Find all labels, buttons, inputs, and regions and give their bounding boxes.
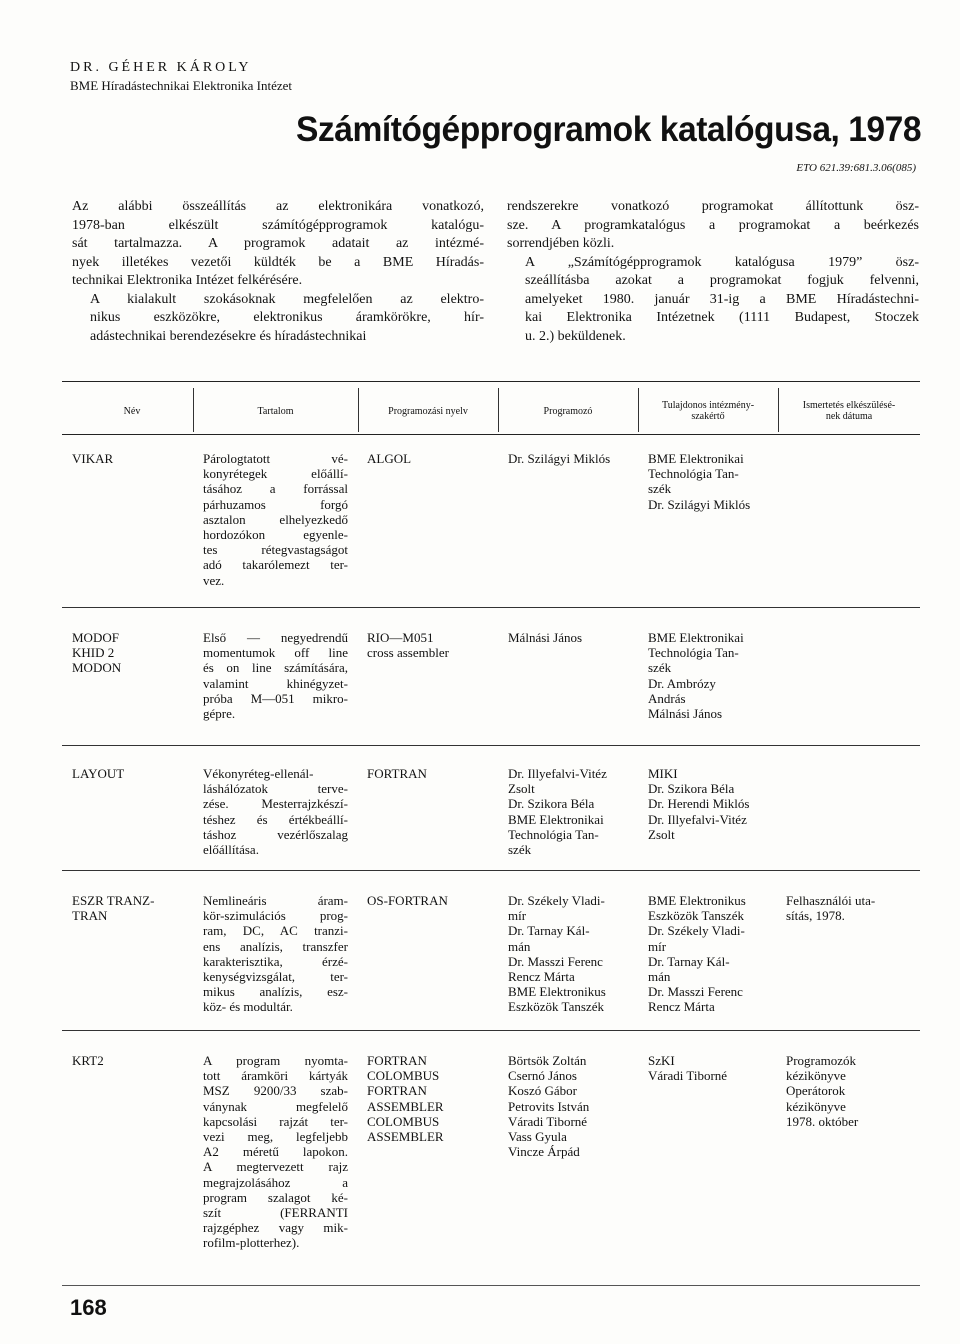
cell-line: Dr. Illyefalvi-Vitéz xyxy=(508,766,607,781)
cell-line: előállítása. xyxy=(203,842,259,858)
paragraph-line: kai Elektronika Intézetnek (1111 Budapest, Stoczek xyxy=(525,310,919,325)
cell-line: mán xyxy=(508,938,531,954)
cell-line: vezi meg, legfeljebb xyxy=(203,1129,348,1145)
cell-line: mán xyxy=(648,969,671,985)
cell-line: Dr. Herendi Miklós xyxy=(648,796,750,812)
cell-line: Dr. Székely Vladi- xyxy=(648,923,745,939)
cell-line: mír xyxy=(648,938,667,954)
table-cell-name xyxy=(72,893,182,923)
table-header-rule xyxy=(62,434,920,435)
cell-line: tásához a forrással xyxy=(203,481,348,497)
table-cell-owner xyxy=(648,766,773,842)
cell-line: Börtsök Zoltán xyxy=(508,1053,587,1068)
cell-line: Operátorok xyxy=(786,1083,846,1099)
cell-line: Zsolt xyxy=(648,826,675,842)
cell-line: A program nyomta- xyxy=(203,1053,348,1068)
cell-line: Dr. Szikora Béla xyxy=(648,781,735,797)
cell-line: BME Elektronikus xyxy=(648,893,746,908)
cell-line: gépre. xyxy=(203,706,236,722)
table-cell-lang xyxy=(367,893,487,908)
table-cell-owner xyxy=(648,1053,773,1083)
cell-line: cross assembler xyxy=(367,645,449,661)
cell-line: VIKAR xyxy=(72,451,114,466)
paragraph-line: sze. A programkatalógus a programokat a beérkezés xyxy=(507,217,919,233)
cell-line: SzKI xyxy=(648,1053,675,1068)
table-cell-name xyxy=(72,451,182,466)
cell-line: Rencz Márta xyxy=(508,969,575,985)
column-header-divider xyxy=(778,388,779,432)
cell-line: Dr. Tarnay Kál- xyxy=(508,923,590,939)
cell-line: Csernó János xyxy=(508,1068,577,1084)
paragraph-line: 1978-ban elkészült számítógépprogramok katalógu- xyxy=(72,217,484,233)
cell-line: FORTRAN xyxy=(367,766,427,781)
cell-line: hordozókon egyenle- xyxy=(203,527,348,543)
cell-line: és on line számítására, xyxy=(203,660,348,676)
cell-line: valamint khinégyzet- xyxy=(203,675,348,691)
cell-line: COLOMBUS xyxy=(367,1113,440,1129)
table-cell-desc xyxy=(203,893,348,1015)
cell-line: kézikönyve xyxy=(786,1098,846,1114)
cell-line: KHID 2 xyxy=(72,645,115,661)
column-header-divider xyxy=(193,388,194,432)
cell-line: momentumok off line xyxy=(203,645,348,661)
row-separator xyxy=(62,1030,920,1031)
column-header-divider xyxy=(358,388,359,432)
intro-paragraph-4 xyxy=(507,254,919,347)
cell-line: Zsolt xyxy=(508,781,535,797)
cell-line: A2 méretű lapokon. xyxy=(203,1144,348,1160)
paragraph-line: Az alábbi összeállítás az elektronikára vonatkozó, xyxy=(72,199,484,214)
cell-line: zése. Mesterrajzkészí- xyxy=(203,796,348,812)
column-header: Programozó xyxy=(543,405,593,417)
cell-line: FORTRAN xyxy=(367,1053,427,1068)
footer-rule xyxy=(62,1285,920,1286)
cell-line: TRAN xyxy=(72,908,108,924)
cell-line: ASSEMBLER xyxy=(367,1098,444,1114)
column-header: Ismertetés elkészülésé- nek dátuma xyxy=(802,400,896,422)
table-cell-desc xyxy=(203,451,348,588)
table-cell-owner xyxy=(648,893,773,1015)
intro-right-column xyxy=(507,198,919,346)
cell-line: BME Elektronikai xyxy=(508,811,604,827)
cell-line: A megtervezett rajz xyxy=(203,1159,348,1175)
cell-line: Eszközök Tanszék xyxy=(648,908,744,924)
cell-line: megrajzolásához a xyxy=(203,1174,348,1190)
cell-line: Párologtatott vé- xyxy=(203,451,348,466)
cell-line: MSZ 9200/33 szab- xyxy=(203,1083,348,1099)
cell-line: 1978. október xyxy=(786,1113,859,1129)
cell-line: ALGOL xyxy=(367,451,412,466)
cell-line: szék xyxy=(648,481,672,497)
cell-line: Málnási János xyxy=(508,630,583,645)
cell-line: Dr. Szilágyi Miklós xyxy=(508,451,611,466)
paragraph-line: technikai Elektronika Intézet felkérésére. xyxy=(72,273,303,288)
cell-line: Dr. Illyefalvi-Vitéz xyxy=(648,811,747,827)
table-cell-lang xyxy=(367,766,487,781)
intro-paragraph-2 xyxy=(72,291,484,347)
cell-line: rofilm-plotterhez). xyxy=(203,1235,300,1251)
cell-line: András xyxy=(648,690,686,706)
cell-line: kenységvizsgálat, ter- xyxy=(203,969,348,985)
paragraph-line: rendszerekre vonatkozó programokat állítottunk ösz- xyxy=(507,199,919,214)
cell-line: tes rétegvastagságot xyxy=(203,542,348,558)
cell-line: köz- és modultár. xyxy=(203,999,293,1015)
cell-line: téshez és értékbeállí- xyxy=(203,811,348,827)
cell-line: karakterisztika, érzé- xyxy=(203,953,348,969)
cell-line: BME Elektronikus xyxy=(508,984,606,1000)
cell-line: COLOMBUS xyxy=(367,1068,440,1084)
cell-line: Vincze Árpád xyxy=(508,1144,580,1160)
table-cell-desc xyxy=(203,766,348,857)
cell-line: ványnak megfelelő xyxy=(203,1098,348,1114)
author-name: DR. GÉHER KÁROLY xyxy=(70,60,252,75)
intro-paragraph-3 xyxy=(507,198,919,254)
table-cell-prog xyxy=(508,1053,633,1159)
cell-line: Dr. Masszi Ferenc xyxy=(508,953,603,969)
cell-line: BME Elektronikai xyxy=(648,451,744,466)
cell-line: OS-FORTRAN xyxy=(367,893,448,908)
cell-line: kör-szimulációs prog- xyxy=(203,908,348,924)
column-header: Név xyxy=(123,405,141,417)
cell-line: Vékonyréteg-ellenál- xyxy=(203,766,314,781)
table-cell-desc xyxy=(203,630,348,721)
cell-line: Dr. Szikora Béla xyxy=(508,796,595,812)
paragraph-line: sát tartalmazza. A programok adatait az intézmé- xyxy=(72,236,484,251)
cell-line: ASSEMBLER xyxy=(367,1129,444,1145)
cell-line: kézikönyve xyxy=(786,1068,846,1084)
cell-line: Nemlineáris áram- xyxy=(203,893,348,908)
table-cell-name xyxy=(72,1053,182,1068)
page-title: Számítógépprogramok katalógusa, 1978 xyxy=(296,110,922,149)
table-cell-owner xyxy=(648,630,773,721)
paragraph-line: amelyeket 1980. január 31-ig a BME Híradástechni- xyxy=(525,291,919,307)
intro-paragraph-1 xyxy=(72,198,484,291)
cell-line: LAYOUT xyxy=(72,766,125,781)
cell-line: szék xyxy=(508,842,532,858)
row-separator xyxy=(62,870,920,871)
paragraph-line: adástechnikai berendezésekre és híradástechnikai xyxy=(90,328,367,344)
paragraph-line: nikus eszközökre, elektronikus áramkörökre, hír- xyxy=(90,310,484,325)
table-cell-lang xyxy=(367,630,487,660)
cell-line: láshálózatok terve- xyxy=(203,781,348,797)
cell-line: ESZR TRANZ- xyxy=(72,893,155,908)
cell-line: Vass Gyula xyxy=(508,1129,567,1145)
cell-line: Technológia Tan- xyxy=(508,826,599,842)
table-cell-desc xyxy=(203,1053,348,1251)
intro-left-column xyxy=(72,198,484,346)
cell-line: Váradi Tiborné xyxy=(508,1113,588,1129)
column-header: Programozási nyelv xyxy=(388,405,468,417)
cell-line: BME Elektronikai xyxy=(648,630,744,645)
cell-line: tott áramköri kártyák xyxy=(203,1068,348,1084)
cell-line: Technológia Tan- xyxy=(648,645,739,661)
table-cell-owner xyxy=(648,451,773,512)
cell-line: rajzgéphez vagy mik- xyxy=(203,1220,348,1236)
table-cell-prog xyxy=(508,893,633,1015)
cell-line: FORTRAN xyxy=(367,1083,427,1099)
table-cell-date xyxy=(786,1053,911,1129)
cell-line: Első — negyedrendű xyxy=(203,630,348,645)
table-cell-name xyxy=(72,630,182,676)
paragraph-line: szeállításba azokat a programokat fogjuk felvenni, xyxy=(525,273,919,288)
cell-line: MIKI xyxy=(648,766,678,781)
column-header: Tulajdonos intézmény- szakértő xyxy=(661,400,755,422)
cell-line: Dr. Tarnay Kál- xyxy=(648,953,730,969)
paragraph-line: u. 2.) beküldenek. xyxy=(525,328,626,344)
table-cell-lang xyxy=(367,1053,487,1144)
page-number: 168 xyxy=(70,1295,107,1320)
paragraph-line: sorrendjében közli. xyxy=(507,236,615,251)
cell-line: próba M—051 mikro- xyxy=(203,690,348,706)
cell-line: Dr. Szilágyi Miklós xyxy=(648,496,751,512)
paragraph-line: A „Számítógépprogramok katalógusa 1979” ösz- xyxy=(525,254,919,270)
cell-line: MODOF xyxy=(72,630,119,645)
row-separator xyxy=(62,745,920,746)
paragraph-line: nyek illetékes vezetői küldték be a BME Híradás- xyxy=(72,254,484,270)
cell-line: Felhasználói uta- xyxy=(786,893,876,908)
table-cell-prog xyxy=(508,451,633,466)
column-header-divider xyxy=(638,388,639,432)
cell-line: Váradi Tiborné xyxy=(648,1068,728,1084)
column-header-divider xyxy=(498,388,499,432)
row-separator xyxy=(62,607,920,608)
cell-line: Technológia Tan- xyxy=(648,466,739,482)
table-cell-name xyxy=(72,766,182,781)
table-cell-date xyxy=(786,893,911,923)
cell-line: Eszközök Tanszék xyxy=(508,999,604,1015)
table-top-rule xyxy=(62,381,920,382)
table-cell-prog xyxy=(508,766,633,857)
cell-line: kapcsolási rajzát ter- xyxy=(203,1113,348,1129)
cell-line: KRT2 xyxy=(72,1053,104,1068)
cell-line: ens analízis, transzfer xyxy=(203,938,348,954)
cell-line: program szalagot ké- xyxy=(203,1189,348,1205)
column-header: Tartalom xyxy=(257,405,294,417)
cell-line: mikus analízis, esz- xyxy=(203,984,348,1000)
cell-line: vez. xyxy=(203,572,225,588)
cell-line: Málnási János xyxy=(648,706,723,722)
table-cell-prog xyxy=(508,630,633,645)
cell-line: RIO—M051 xyxy=(367,630,434,645)
cell-line: mír xyxy=(508,908,527,924)
cell-line: Koszó Gábor xyxy=(508,1083,577,1099)
udc-code: ETO 621.39:681.3.06(085) xyxy=(796,162,916,174)
cell-line: sítás, 1978. xyxy=(786,908,845,924)
cell-line: Petrovits István xyxy=(508,1098,590,1114)
affiliation: BME Híradástechnikai Elektronika Intézet xyxy=(70,78,293,93)
paragraph-line: A kialakult szokásoknak megfelelően az elektro- xyxy=(90,291,484,307)
cell-line: Rencz Márta xyxy=(648,999,715,1015)
cell-line: konyrétegek előállí- xyxy=(203,466,348,482)
cell-line: Dr. Székely Vladi- xyxy=(508,893,605,908)
cell-line: Programozók xyxy=(786,1053,857,1068)
cell-line: Dr. Ambrózy xyxy=(648,675,716,691)
cell-line: adó takarólemezt ter- xyxy=(203,557,348,573)
cell-line: Dr. Masszi Ferenc xyxy=(648,984,743,1000)
cell-line: MODON xyxy=(72,660,122,676)
table-cell-lang xyxy=(367,451,487,466)
cell-line: párhuzamos forgó xyxy=(203,496,348,512)
cell-line: szít (FERRANTI xyxy=(203,1205,348,1221)
cell-line: szék xyxy=(648,660,672,676)
cell-line: táshoz vezérlőszalag xyxy=(203,826,348,842)
cell-line: ram, DC, AC tranzi- xyxy=(203,923,348,939)
cell-line: asztalon elhelyezkedő xyxy=(203,511,348,527)
